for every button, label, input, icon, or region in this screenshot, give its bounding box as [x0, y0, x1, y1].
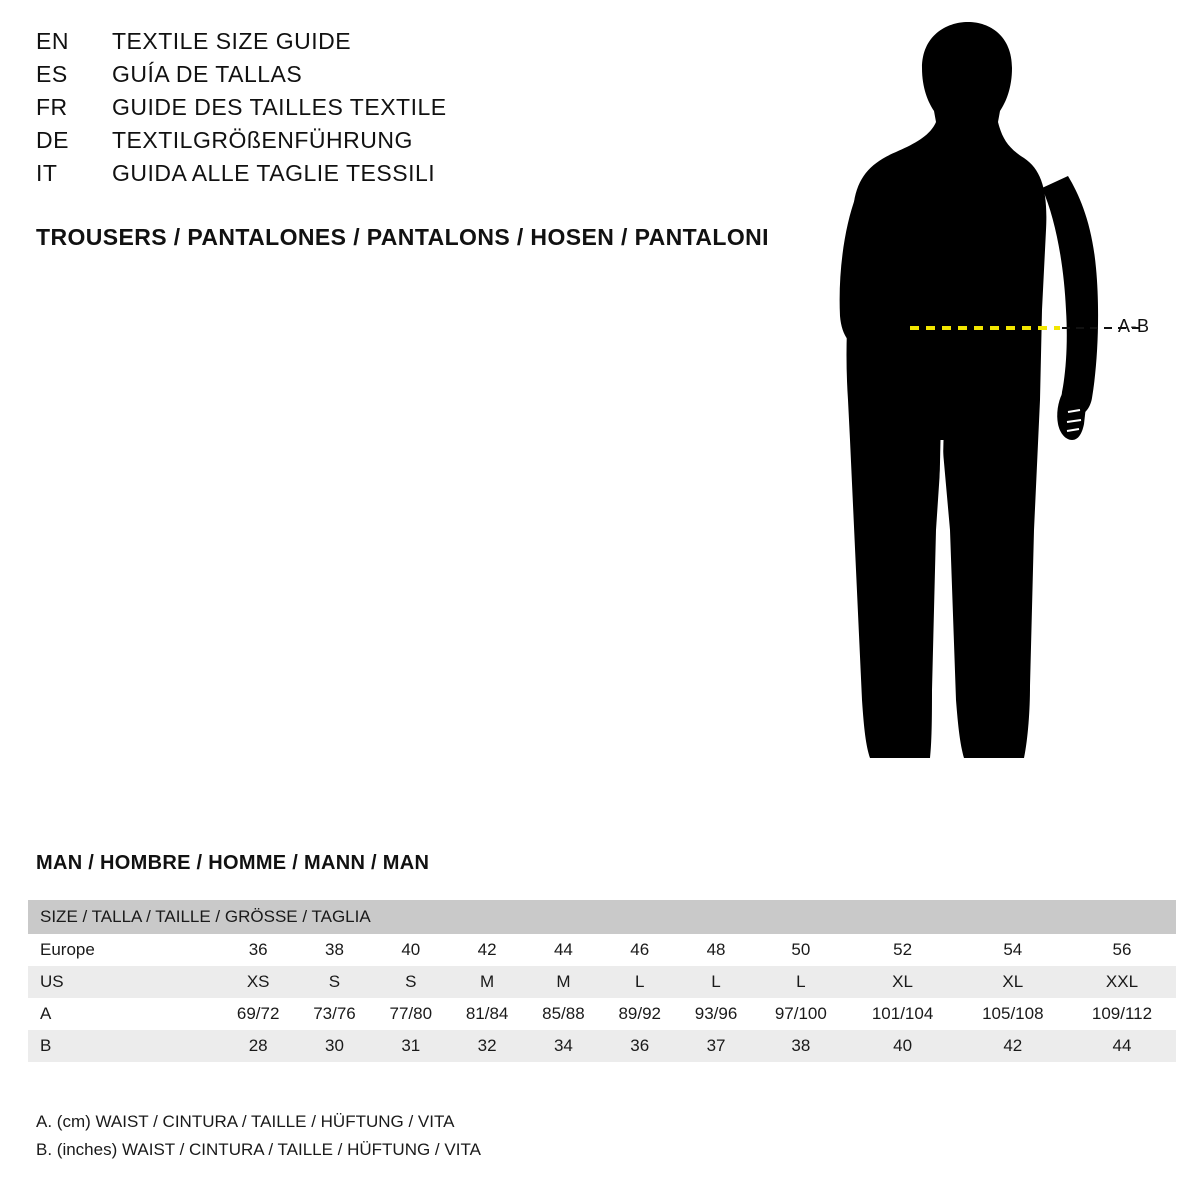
table-cell: 85/88: [525, 998, 601, 1030]
table-cell: 109/112: [1068, 998, 1176, 1030]
row-label: Europe: [28, 934, 220, 966]
language-code: FR: [36, 94, 68, 120]
table-cell: L: [602, 966, 678, 998]
section-label-man: MAN / HOMBRE / HOMME / MANN / MAN: [36, 852, 430, 874]
language-code: EN: [36, 28, 69, 54]
table-cell: S: [296, 966, 372, 998]
row-label: A: [28, 998, 220, 1030]
language-title: GUIDA ALLE TAGLIE TESSILI: [112, 160, 436, 186]
table-cell: 40: [373, 934, 449, 966]
footnotes-block: [36, 1108, 481, 1164]
table-cell: 54: [958, 934, 1068, 966]
table-cell: 48: [678, 934, 754, 966]
language-row: [36, 61, 796, 94]
table-cell: 42: [449, 934, 525, 966]
table-cell: 36: [220, 934, 296, 966]
table-header-row: [28, 900, 1176, 934]
language-title: GUÍA DE TALLAS: [112, 61, 303, 87]
table-cell: 38: [754, 1030, 847, 1062]
table-cell: XL: [847, 966, 957, 998]
footnote-a: A. (cm) WAIST / CINTURA / TAILLE / HÜFTUNG / VITA: [36, 1112, 455, 1131]
table-cell: 101/104: [847, 998, 957, 1030]
table-row: [28, 998, 1176, 1030]
table-cell: 81/84: [449, 998, 525, 1030]
language-row: [36, 160, 796, 193]
table-cell: L: [754, 966, 847, 998]
table-row: [28, 934, 1176, 966]
language-title: TEXTILGRÖßENFÜHRUNG: [112, 127, 413, 153]
table-cell: 34: [525, 1030, 601, 1062]
male-silhouette-figure: [810, 10, 1200, 800]
row-label: US: [28, 966, 220, 998]
table-cell: XXL: [1068, 966, 1176, 998]
table-cell: 56: [1068, 934, 1176, 966]
table-cell: 31: [373, 1030, 449, 1062]
table-cell: 38: [296, 934, 372, 966]
table-cell: 105/108: [958, 998, 1068, 1030]
table-cell: 42: [958, 1030, 1068, 1062]
table-cell: 93/96: [678, 998, 754, 1030]
table-cell: 69/72: [220, 998, 296, 1030]
language-row: [36, 127, 796, 160]
table-cell: 97/100: [754, 998, 847, 1030]
table-cell: 73/76: [296, 998, 372, 1030]
measurement-label-ab: A-B: [1118, 316, 1150, 336]
table-header-label: SIZE / TALLA / TAILLE / GRÖSSE / TAGLIA: [28, 900, 1176, 934]
language-title: GUIDE DES TAILLES TEXTILE: [112, 94, 447, 120]
language-code: IT: [36, 160, 58, 186]
table-cell: S: [373, 966, 449, 998]
table-cell: XS: [220, 966, 296, 998]
footnote-b: B. (inches) WAIST / CINTURA / TAILLE / HÜFTUNG / VITA: [36, 1140, 481, 1159]
table-cell: L: [678, 966, 754, 998]
table-cell: XL: [958, 966, 1068, 998]
table-cell: 28: [220, 1030, 296, 1062]
table-row: [28, 966, 1176, 998]
table-cell: 37: [678, 1030, 754, 1062]
language-row: [36, 28, 796, 61]
table-cell: 46: [602, 934, 678, 966]
table-row: [28, 1030, 1176, 1062]
table-cell: 50: [754, 934, 847, 966]
language-row: [36, 94, 796, 127]
garment-type-line: TROUSERS / PANTALONES / PANTALONS / HOSEN / PANTALONI: [36, 224, 769, 250]
table-cell: 44: [525, 934, 601, 966]
table-cell: M: [449, 966, 525, 998]
table-cell: 44: [1068, 1030, 1176, 1062]
table-cell: 77/80: [373, 998, 449, 1030]
table-cell: 36: [602, 1030, 678, 1062]
language-code: DE: [36, 127, 69, 153]
size-table: [28, 900, 1176, 1062]
table-cell: 89/92: [602, 998, 678, 1030]
table-cell: 40: [847, 1030, 957, 1062]
table-cell: 32: [449, 1030, 525, 1062]
row-label: B: [28, 1030, 220, 1062]
language-code: ES: [36, 61, 68, 87]
language-header-block: [36, 28, 796, 193]
table-cell: M: [525, 966, 601, 998]
table-cell: 52: [847, 934, 957, 966]
table-cell: 30: [296, 1030, 372, 1062]
language-title: TEXTILE SIZE GUIDE: [112, 28, 352, 54]
